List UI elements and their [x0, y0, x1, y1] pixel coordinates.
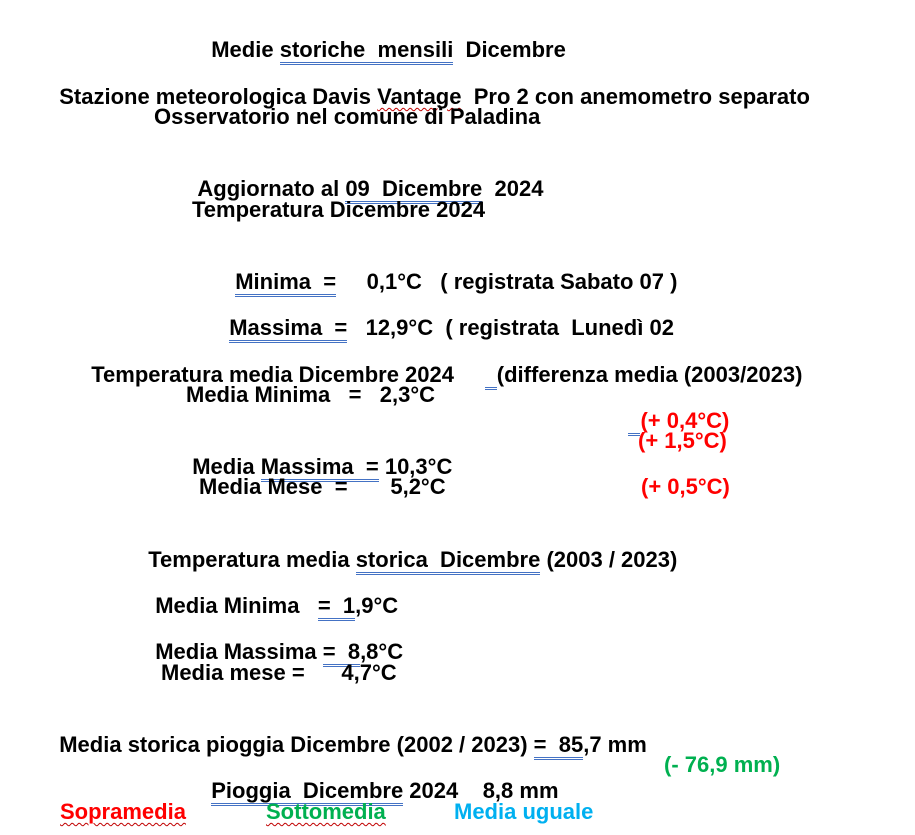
hist-massima-line	[143, 613, 404, 664]
legend-above: Sopramedia	[60, 799, 186, 824]
media-mese-diff: (+ 0,5°C)	[641, 474, 730, 499]
title-part-c: Dicembre	[453, 37, 566, 62]
media-minima-label: Media Minima = 2,3°C	[186, 382, 436, 407]
title-part-a: Medie	[211, 37, 280, 62]
page-title	[199, 11, 566, 62]
station-part-a: Stazione meteorologica Davis	[59, 84, 378, 109]
rain-current-part-b: 2024 8,8 mm	[403, 778, 559, 803]
massima-value: 12,9°C ( registrata Lunedì 02	[347, 315, 674, 340]
updated-date: 09 Dicembre	[345, 176, 482, 204]
hist-minima-part-b: = 1	[318, 593, 355, 621]
minima-label: Minima =	[235, 269, 336, 297]
updated-line	[186, 150, 544, 201]
rain-current-line	[199, 752, 559, 803]
updated-year: 2024	[482, 176, 544, 201]
mean-heading	[79, 336, 803, 387]
rain-hist-part-b: = 85	[534, 732, 584, 760]
updated-part-a: Aggiornato al	[197, 176, 346, 201]
rain-current-diff: (- 76,9 mm)	[664, 752, 781, 777]
media-massima-part-a: Media	[192, 454, 261, 479]
media-massima-part-b: Massima =	[261, 454, 379, 482]
station-line	[47, 58, 810, 109]
title-part-b: storiche mensili	[280, 37, 454, 65]
media-minima-diff-wrap	[616, 382, 730, 433]
massima-line	[217, 289, 674, 340]
minima-value: 0,1°C ( registrata Sabato 07 )	[336, 269, 678, 294]
hist-massima-part-b: = 8	[323, 639, 360, 667]
hist-minima-line	[143, 567, 399, 618]
hist-mese-line: Media mese = 4,7°C	[161, 660, 397, 685]
rain-hist-line	[47, 706, 647, 757]
hist-heading-part-c: (2003 / 2023)	[540, 547, 678, 572]
station-part-b: Vantage	[377, 84, 462, 109]
observatory-line: Osservatorio nel comune di Paladina	[154, 104, 541, 129]
hist-minima-part-c: ,9°C	[355, 593, 399, 618]
legend-equal: Media uguale	[454, 799, 594, 824]
temp-heading: Temperatura Dicembre 2024	[192, 197, 486, 222]
rain-hist-part-c: ,7 mm	[583, 732, 647, 757]
mean-heading-pad	[485, 362, 497, 390]
hist-massima-part-a: Media Massima	[155, 639, 323, 664]
media-massima-line	[180, 428, 453, 479]
station-part-c: Pro	[461, 84, 511, 109]
hist-massima-part-c: ,8°C	[360, 639, 404, 664]
media-minima-diff: (+ 0,4°C)	[640, 408, 730, 433]
massima-label: Massima =	[229, 315, 347, 343]
media-massima-diff: (+ 1,5°C)	[638, 428, 727, 453]
station-part-d: 2 con anemometro separato	[510, 84, 810, 109]
media-mese-label: Media Mese = 5,2°C	[199, 474, 446, 499]
rain-current-part-a: Pioggia Dicembre	[211, 778, 403, 806]
rain-hist-part-a: Media storica pioggia Dicembre (2002 / 2023)	[59, 732, 534, 757]
media-massima-part-c: 10,3°C	[378, 454, 453, 479]
hist-heading	[136, 521, 678, 572]
minima-line	[223, 243, 678, 294]
mean-heading-part-a: Temperatura media Dicembre 2024	[91, 362, 485, 387]
legend-below: Sottomedia	[266, 799, 386, 824]
mean-heading-part-c: (differenza media (2003/2023)	[496, 362, 803, 387]
hist-minima-part-a: Media Minima	[155, 593, 318, 618]
hist-heading-part-b: storica Dicembre	[356, 547, 541, 575]
hist-heading-part-a: Temperatura media	[148, 547, 356, 572]
